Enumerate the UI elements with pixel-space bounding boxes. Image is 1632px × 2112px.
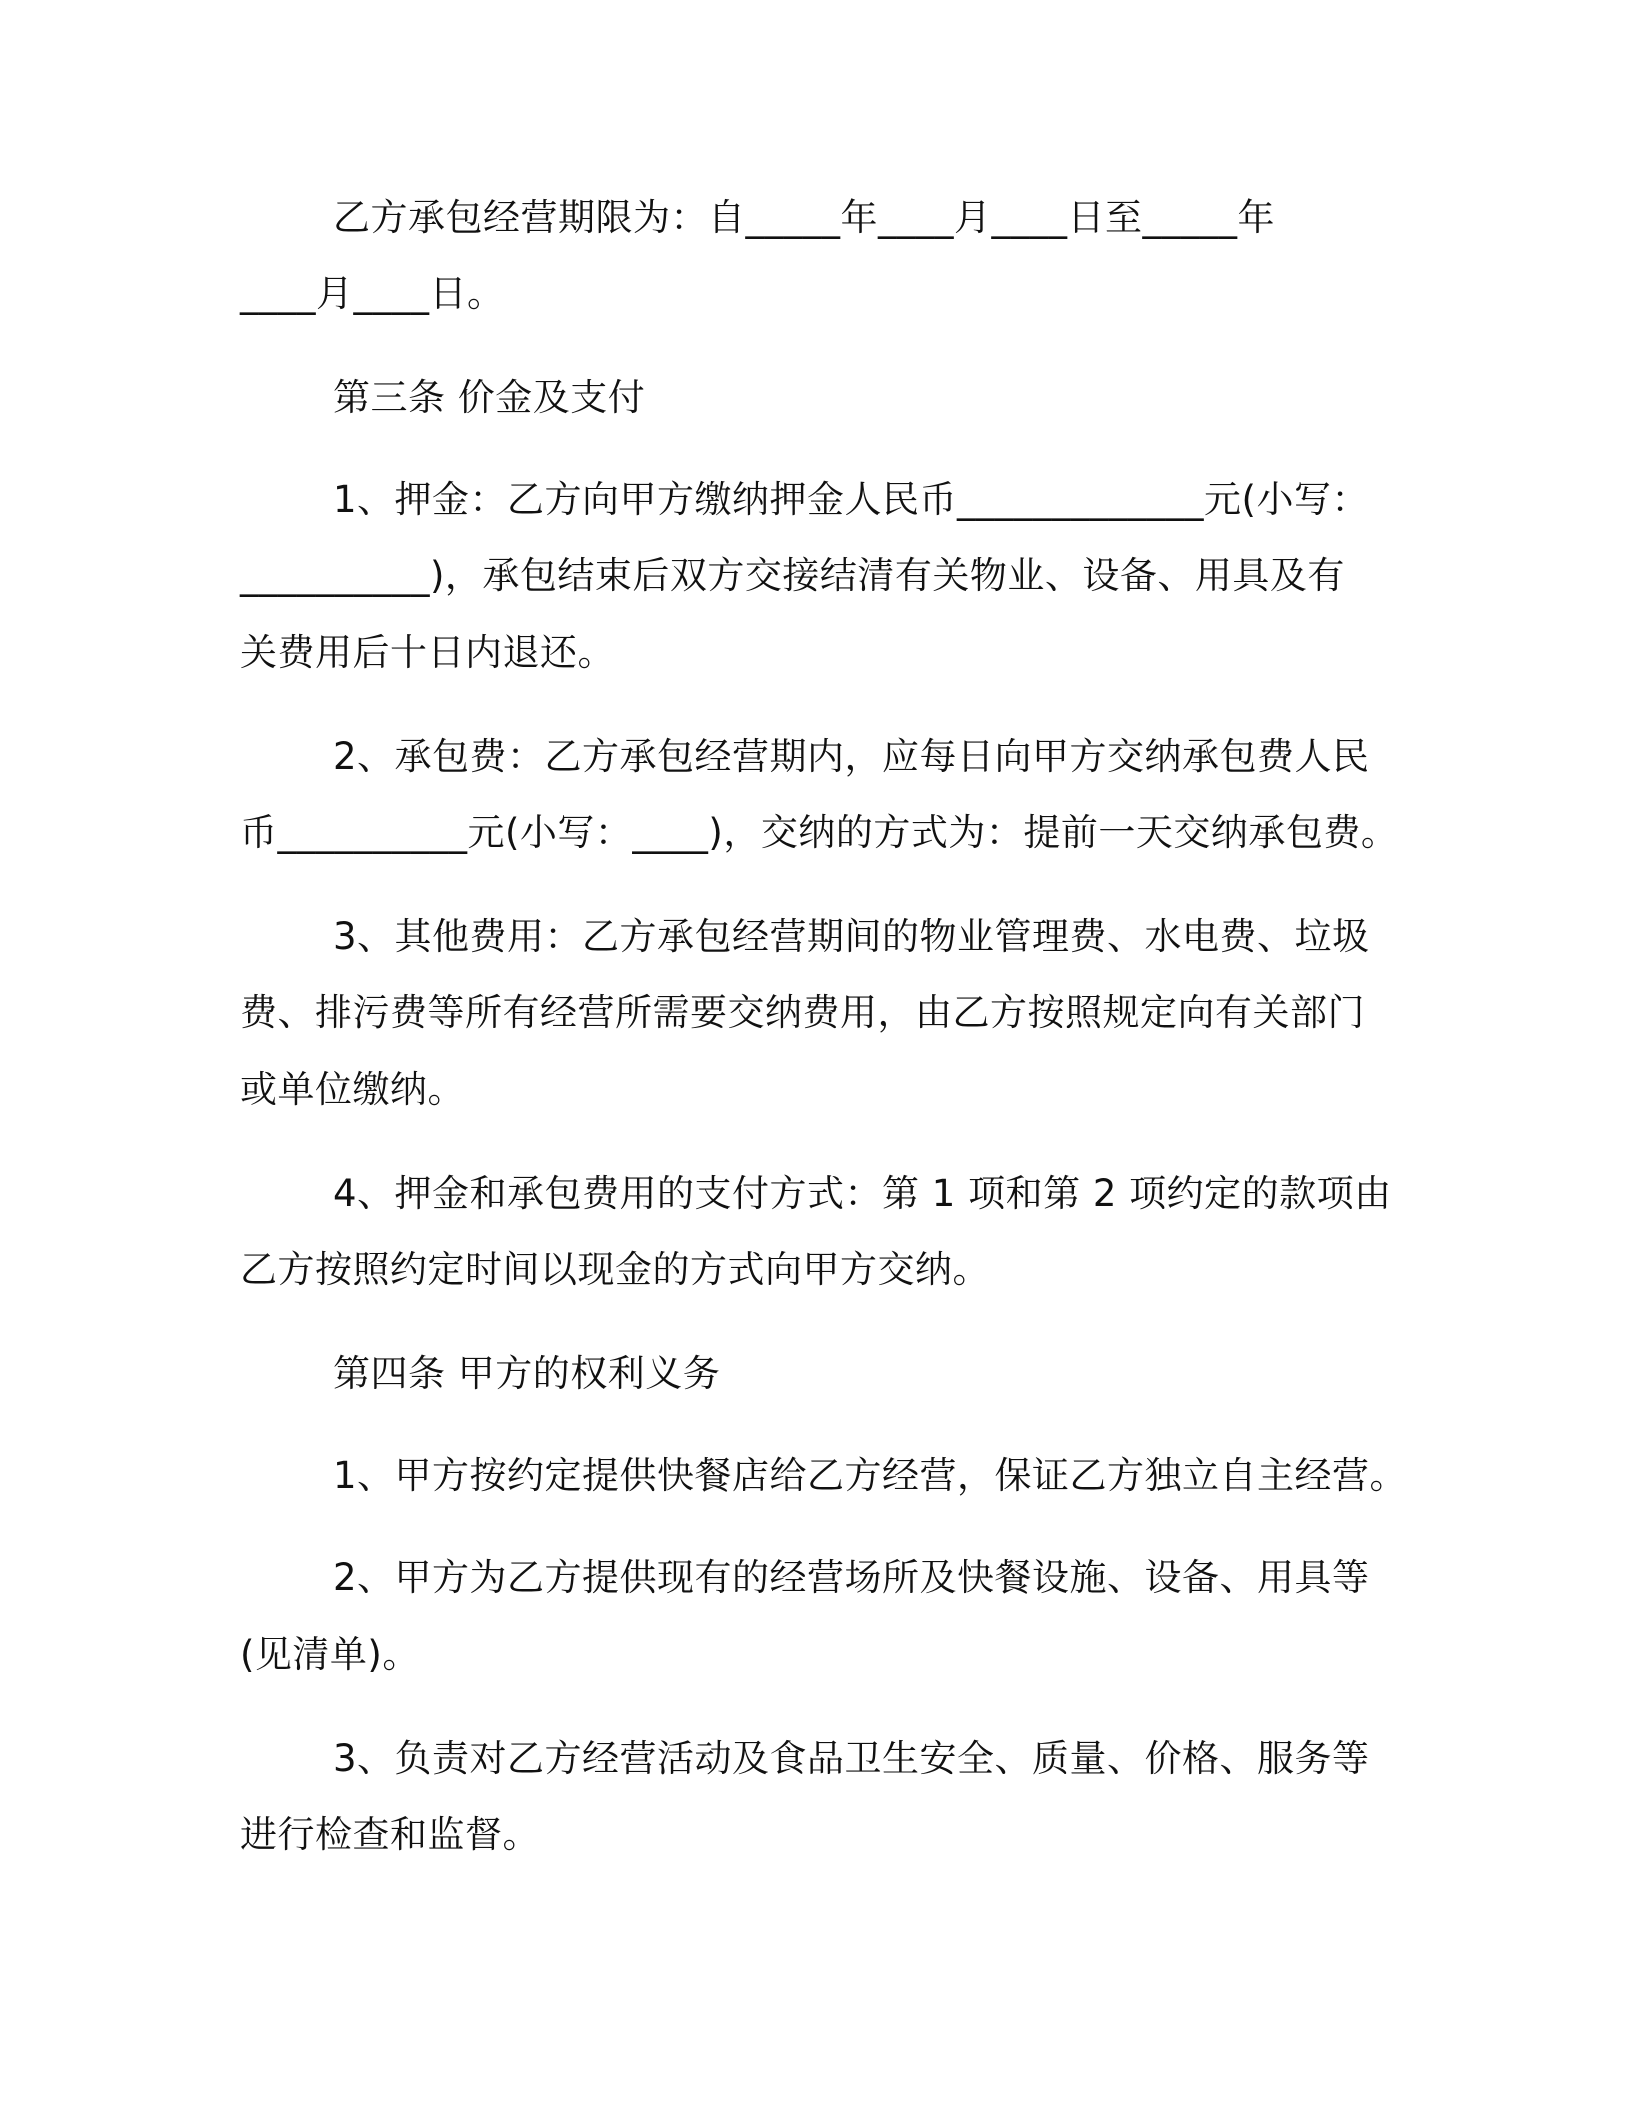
article-4-heading: 第四条 甲方的权利义务 [333, 1352, 721, 1395]
contract-fee-clause-line-1: 2、承包费：乙方承包经营期内，应每日向甲方交纳承包费人民 [333, 735, 1370, 778]
other-fees-clause-line-3: 或单位缴纳。 [240, 1068, 465, 1111]
other-fees-clause-line-2: 费、排污费等所有经营所需要交纳费用，由乙方按照规定向有关部门 [240, 991, 1365, 1034]
party-a-duty-3-line-2: 进行检查和监督。 [240, 1813, 540, 1856]
deposit-clause-line-3: 关费用后十日内退还。 [240, 631, 615, 674]
article-3-heading: 第三条 价金及支付 [333, 376, 646, 419]
party-a-duty-1: 1、甲方按约定提供快餐店给乙方经营，保证乙方独立自主经营。 [333, 1454, 1408, 1497]
party-a-duty-3-line-1: 3、负责对乙方经营活动及食品卫生安全、质量、价格、服务等 [333, 1737, 1370, 1780]
payment-method-clause-line-2: 乙方按照约定时间以现金的方式向甲方交纳。 [240, 1248, 990, 1291]
deposit-clause-line-1: 1、押金：乙方向甲方缴纳押金人民币_____________元(小写： [333, 478, 1369, 521]
other-fees-clause-line-1: 3、其他费用：乙方承包经营期间的物业管理费、水电费、垃圾 [333, 915, 1370, 958]
term-period-line-1: 乙方承包经营期限为：自_____年____月____日至_____年 [333, 196, 1275, 239]
party-a-duty-2-line-2: (见清单)。 [240, 1633, 420, 1676]
party-a-duty-2-line-1: 2、甲方为乙方提供现有的经营场所及快餐设施、设备、用具等 [333, 1556, 1370, 1599]
deposit-clause-line-2: __________)，承包结束后双方交接结清有关物业、设备、用具及有 [240, 554, 1345, 597]
term-period-line-2: ____月____日。 [240, 272, 505, 315]
payment-method-clause-line-1: 4、押金和承包费用的支付方式：第 1 项和第 2 项约定的款项由 [333, 1172, 1392, 1215]
contract-fee-clause-line-2: 币__________元(小写：____)，交纳的方式为：提前一天交纳承包费。 [240, 811, 1399, 854]
